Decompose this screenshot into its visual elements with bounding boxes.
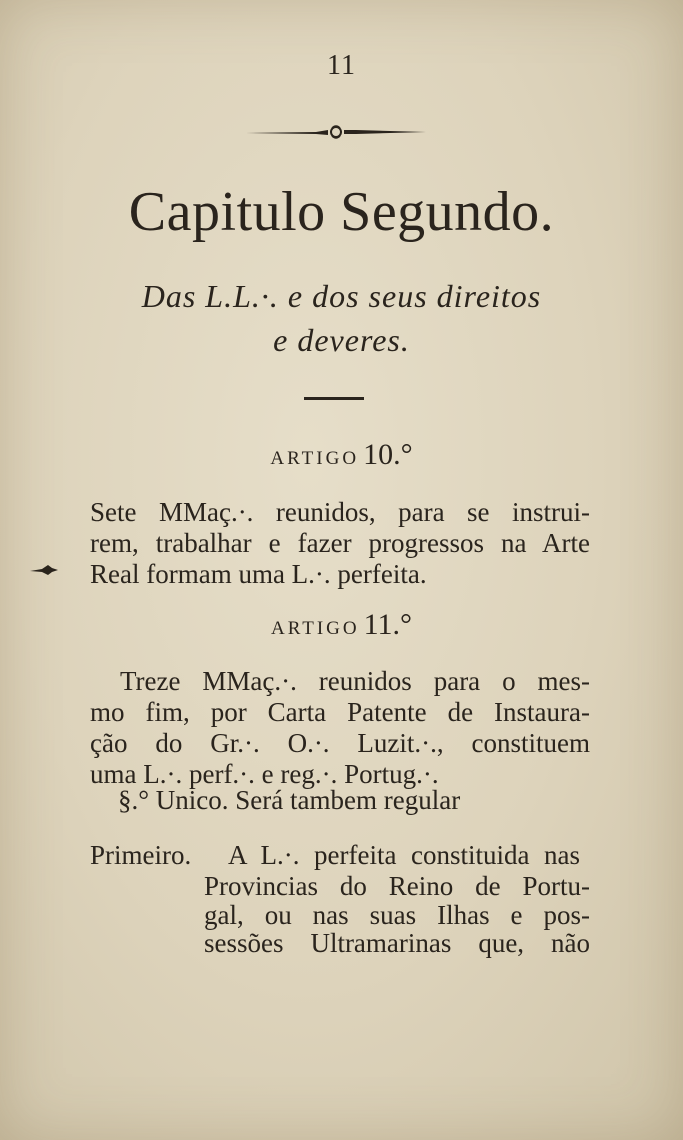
article-10-heading <box>0 438 683 472</box>
section-rule <box>304 397 364 400</box>
article-11-line-2: mo fim, por Carta Patente de Instaura- <box>90 697 590 727</box>
chapter-subtitle-line-2: e deveres. <box>273 322 410 358</box>
primeiro-line-4: sessões Ultramarinas que, não <box>204 928 590 958</box>
article-11-line-1: Treze MMaç.·. reunidos para o mes- <box>120 666 590 696</box>
primeiro-line-1: A L.·. perfeita constituida nas <box>228 840 580 870</box>
article-11-line-5: §.° Unico. Será tambem regular <box>118 785 461 815</box>
article-11-heading <box>0 608 683 642</box>
article-number: 11.° <box>363 608 413 641</box>
article-label: ARTIGO <box>270 618 360 639</box>
pointing-hand-icon <box>28 562 60 578</box>
article-number: 10.° <box>363 438 413 471</box>
ornament-divider-icon <box>246 124 426 140</box>
primeiro-line-2: Provincias do Reino de Portu- <box>204 871 590 901</box>
article-10-line-3: Real formam uma L.·. perfeita. <box>90 559 427 589</box>
primeiro-line-3: gal, ou nas suas Ilhas e pos- <box>204 900 590 930</box>
article-10-line-1: Sete MMaç.·. reunidos, para se instrui- <box>90 497 590 527</box>
page-number: 11 <box>327 50 356 81</box>
article-10-line-2: rem, trabalhar e fazer progressos na Arte <box>90 528 590 558</box>
article-11-line-4: uma L.·. perf.·. e reg.·. Portug.·. <box>90 759 439 789</box>
primeiro-label: Primeiro. <box>90 840 192 870</box>
article-label: ARTIGO <box>270 448 360 469</box>
chapter-subtitle-line-1: Das L.L.·. e dos seus direitos <box>141 278 542 314</box>
chapter-title: Capitulo Segundo. <box>128 181 555 243</box>
article-11-line-3: ção do Gr.·. O.·. Luzit.·., constituem <box>90 728 590 758</box>
